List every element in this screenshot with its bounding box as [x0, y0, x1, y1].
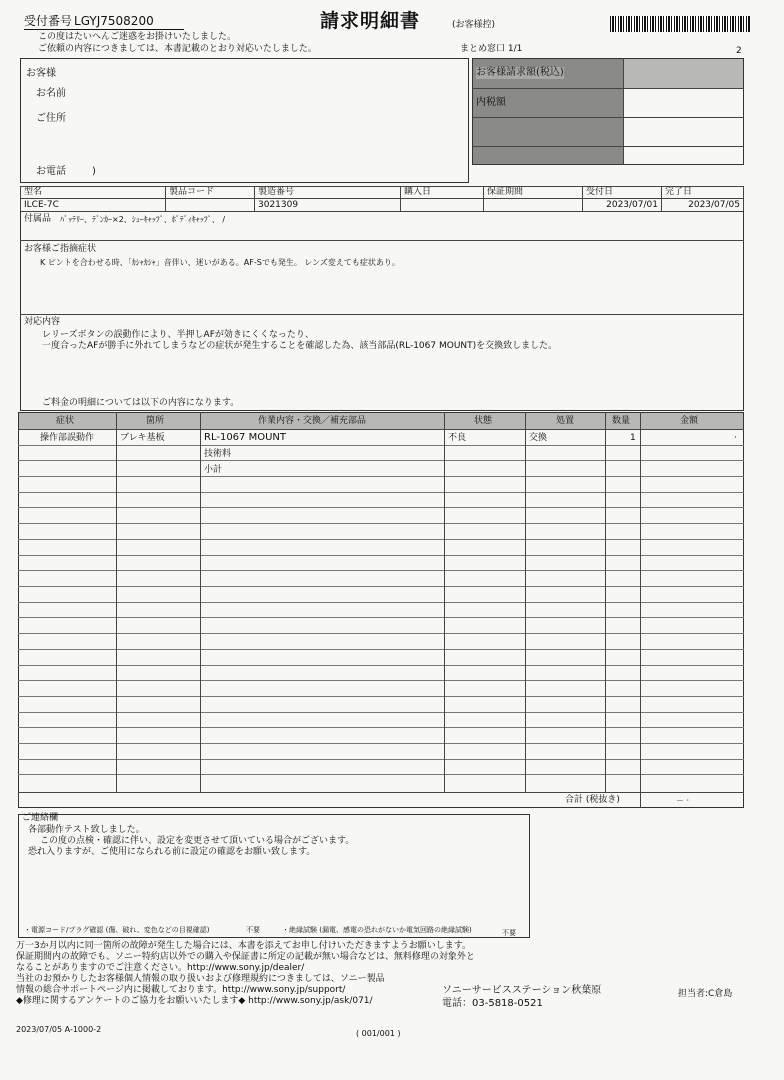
- detail-row-line: [18, 680, 744, 681]
- customer-phone-label: お電話: [36, 166, 66, 177]
- details-header-status: 状態: [474, 416, 493, 426]
- receipt-label: 受付番号: [24, 14, 73, 28]
- symptom-label: お客様ご指摘症状: [24, 244, 97, 254]
- detail-row-line: [18, 570, 744, 571]
- billing-divider-v: [623, 58, 624, 165]
- page-count: ( 001/001 ): [356, 1029, 401, 1038]
- details-header-qty: 数量: [612, 416, 631, 426]
- row1-symptom: 操作部誤動作: [40, 433, 95, 443]
- billing-divider-3: [472, 146, 744, 147]
- footer-line-5: 情報の総合サポートページ内に掲載しております。http://www.sony.jp/support/: [16, 985, 346, 995]
- check-insulation-result: 不要: [502, 929, 516, 937]
- response-label: 対応内容: [24, 317, 61, 327]
- detail-row-line: [18, 712, 744, 713]
- billing-tax-label: 内税額: [476, 97, 506, 108]
- header-purchase-date: 購入日: [401, 187, 484, 199]
- detail-row-line: [18, 523, 744, 524]
- value-serial: 3021309: [255, 199, 401, 212]
- detail-row-line: [18, 445, 744, 446]
- receipt-underline: [24, 29, 184, 30]
- row1-amount: ·: [734, 433, 737, 443]
- customer-phone-value: ): [92, 166, 96, 177]
- col-line-3: [444, 412, 445, 792]
- value-purchase-date: [401, 199, 484, 212]
- notes-label: ご連絡欄: [22, 813, 59, 823]
- check-insulation: ・絶縁試験 (漏電、感電の恐れがないか電気回路の絶縁試験): [282, 926, 472, 934]
- row1-location: ブレキ基板: [120, 433, 165, 443]
- header-completed: 完了日: [662, 187, 744, 199]
- service-phone: 電話：03-5818-0521: [442, 998, 543, 1009]
- value-completed: 2023/07/05: [662, 199, 744, 212]
- detail-row-line: [18, 696, 744, 697]
- detail-row-line: [18, 727, 744, 728]
- detail-row-line: [18, 492, 744, 493]
- copy-type: (お客様控): [452, 20, 496, 30]
- detail-row-line: [18, 759, 744, 760]
- details-table: [18, 412, 744, 808]
- details-header-bg: [19, 413, 743, 429]
- notes-line-1: 各部動作テスト致しました。: [28, 825, 145, 835]
- row1-work: RL-1067 MOUNT: [204, 432, 286, 443]
- total-label: 合計 (税抜き): [565, 795, 620, 805]
- value-warranty: [484, 199, 583, 212]
- value-received: 2023/07/01: [583, 199, 662, 212]
- detail-row-line: [18, 649, 744, 650]
- header-received: 受付日: [583, 187, 662, 199]
- detail-row-line: [18, 743, 744, 744]
- page-number: 2: [736, 46, 742, 56]
- batch-label: まとめ窓口 1/1: [460, 44, 523, 54]
- header-serial: 製造番号: [255, 187, 401, 199]
- footer-line-1: 万一3か月以内に同一箇所の故障が発生した場合には、本書を添えてお申し付けいただきますようお願いします。: [16, 941, 472, 951]
- header-warranty: 保証期間: [484, 187, 583, 199]
- col-line-1: [116, 412, 117, 792]
- apology-line-1: この度はたいへんご迷惑をお掛けいたしました。: [38, 32, 237, 42]
- check-power-cord: ・電源コード/プラグ確認 (傷、破れ、変色などの目視確認): [24, 926, 210, 934]
- detail-row-line: [18, 617, 744, 618]
- col-line-2: [200, 412, 201, 792]
- detail-row-line: [18, 633, 744, 634]
- row1-action: 交換: [529, 433, 548, 443]
- notes-line-2: この度の点検・確認に伴い、設定を変更させて頂いている場合がございます。: [40, 836, 355, 846]
- barcode-image: [610, 16, 750, 32]
- header-model: 型名: [21, 187, 166, 199]
- total-value: － ·: [676, 796, 690, 805]
- detail-row-line: [18, 507, 744, 508]
- billing-amount-label: お客様請求額(税込): [476, 67, 564, 78]
- detail-row-line: [18, 476, 744, 477]
- symptom-text: K ピントを合わせる時、「ｶｼｬｶｼｬ」音伴い、迷いがある。AF-Sでも発生。 レンズ変えても症状あり。: [40, 258, 400, 267]
- receipt-number: [24, 14, 154, 28]
- detail-row-line: [18, 586, 744, 587]
- row3-work: 小計: [204, 465, 223, 475]
- footer-line-4: 当社のお預かりしたお客様個人情報の取り扱いおよび修理規約につきましては、ソニー製品: [16, 974, 385, 984]
- footer-line-3: なることがありますのでご注意ください。http://www.sony.jp/dealer/: [16, 963, 305, 973]
- row1-status: 不良: [448, 433, 467, 443]
- row2-work: 技術料: [204, 449, 232, 459]
- document-code: 2023/07/05 A-1000-2: [16, 1025, 102, 1034]
- billing-divider-2: [472, 117, 744, 118]
- accessories-label: 付属品: [24, 214, 52, 224]
- charges-intro: ご料金の明細については以下の内容になります。: [42, 398, 240, 408]
- col-line-4: [525, 412, 526, 792]
- service-station: ソニーサービスステーション秋葉原: [442, 985, 602, 996]
- value-model: ILCE-7C: [21, 199, 166, 212]
- customer-section-label: お客様: [26, 68, 56, 79]
- details-header-action: 処置: [556, 416, 575, 426]
- detail-row-line: [18, 665, 744, 666]
- customer-box: [20, 58, 469, 183]
- detail-row-line: [18, 539, 744, 540]
- response-line-2: 一度合ったAFが勝手に外れてしまうなどの症状が発生することを確認した為、該当部品(RL-1067 MOUNT)を交換致しました。: [42, 341, 558, 351]
- detail-row-line: [18, 602, 744, 603]
- notes-line-3: 恐れ入りますが、ご使用になられる前に設定の確認をお願い致します。: [28, 847, 316, 857]
- response-line-1: レリーズボタンの誤動作により、半押しAFが効きにくくなったり、: [42, 330, 314, 340]
- receipt-value: LGYJ7508200: [74, 14, 154, 28]
- staff-name: 担当者:C倉島: [678, 989, 733, 999]
- symptom-divider: [20, 314, 744, 315]
- customer-address-label: ご住所: [36, 113, 66, 124]
- col-line-5: [605, 412, 606, 792]
- details-header-work: 作業内容・交換／補充部品: [258, 416, 367, 426]
- description-frame: [20, 211, 744, 411]
- customer-name-label: お名前: [36, 88, 66, 99]
- footer-line-6: ◆修理に関するアンケートのご協力をお願いいたします◆ http://www.sony.jp/ask/071/: [16, 996, 373, 1006]
- details-header-symptom: 症状: [56, 416, 75, 426]
- details-header-location: 箇所: [146, 416, 165, 426]
- billing-divider-1: [472, 88, 744, 89]
- footer-line-2: 保証期間内の故障でも、ソニー特約店以外での購入や保証書に所定の記載が無い場合などは、無料修理の対象外と: [16, 952, 475, 962]
- detail-row-line: [18, 460, 744, 461]
- check-power-cord-result: 不要: [246, 926, 260, 934]
- billing-redacted-right: [623, 59, 743, 89]
- row1-qty: 1: [630, 433, 636, 443]
- header-product-code: 製品コード: [166, 187, 255, 199]
- col-line-6: [640, 412, 641, 792]
- detail-row-line: [18, 774, 744, 775]
- accessories-value: ﾊﾞｯﾃﾘｰ、ﾃﾞﾝｶｰ×2、ｼｭｰｷｬｯﾌﾟ、ﾎﾞﾃﾞｨｷｬｯﾌﾟ、 /: [60, 215, 226, 224]
- details-header-amount: 金額: [680, 416, 699, 426]
- value-product-code: [166, 199, 255, 212]
- document-title: 請求明細書: [320, 10, 421, 32]
- detail-row-line: [18, 555, 744, 556]
- apology-line-2: ご依頼の内容につきましては、本書記載のとおり対応いたしました。: [38, 44, 317, 54]
- details-header-line: [18, 429, 744, 430]
- product-table: [20, 186, 744, 212]
- total-col-line: [640, 792, 641, 808]
- total-divider: [18, 792, 744, 793]
- accessories-divider: [20, 240, 744, 241]
